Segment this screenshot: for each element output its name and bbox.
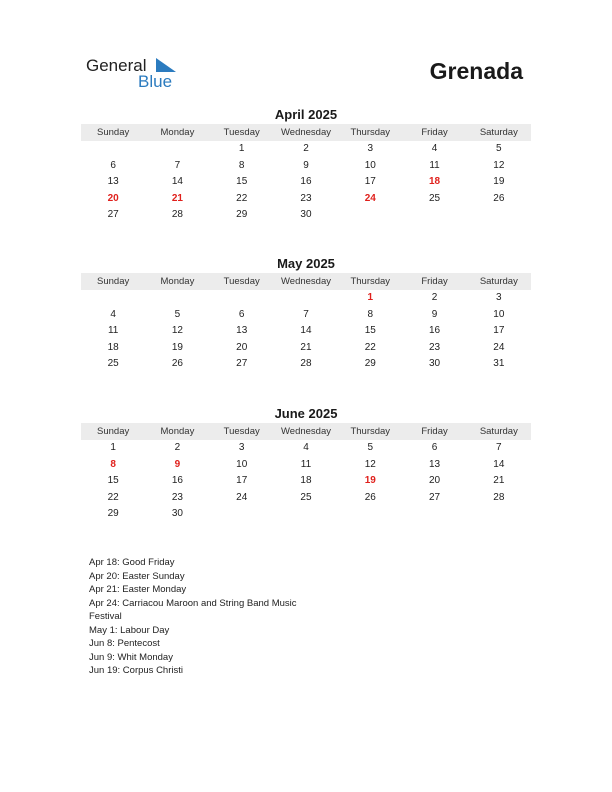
day-cell: 6 [238, 308, 245, 320]
weekday-label: Monday [160, 426, 195, 437]
day-cell: 3 [496, 292, 502, 303]
day-cell: 2 [174, 442, 181, 453]
empty-cell [145, 290, 209, 307]
month-may [81, 256, 531, 373]
weekday-label: Friday [421, 426, 448, 437]
day-cell: 22 [236, 192, 248, 204]
day-cell: 5 [367, 442, 374, 453]
weekday-label: Tuesday [223, 276, 260, 287]
day-cell: 15 [364, 325, 376, 337]
day-grid [81, 141, 531, 224]
day-cell: 16 [300, 176, 312, 188]
weekday-label: Friday [421, 276, 448, 287]
empty-cell [274, 290, 338, 307]
day-cell: 16 [171, 475, 183, 487]
day-cell: 7 [496, 442, 502, 453]
empty-cell [81, 290, 145, 307]
day-grid [81, 440, 531, 523]
day-cell: 9 [174, 458, 181, 470]
day-cell: 21 [300, 341, 312, 353]
day-cell: 27 [428, 491, 441, 503]
day-cell: 21 [171, 192, 183, 204]
day-cell: 19 [171, 341, 183, 353]
weekday-label: Saturday [479, 127, 518, 138]
day-cell: 29 [364, 358, 376, 370]
holiday-note: Apr 20: Easter Sunday [89, 570, 185, 582]
day-cell: 14 [171, 176, 183, 188]
empty-cell [402, 207, 466, 224]
weekday-label: Monday [160, 276, 195, 287]
month-title: April 2025 [274, 107, 338, 122]
day-cell: 12 [364, 458, 376, 470]
day-cell: 26 [171, 358, 183, 370]
day-cell: 5 [496, 143, 502, 154]
holiday-note: Jun 19: Corpus Christi [89, 665, 183, 676]
brand-logo [86, 56, 186, 92]
day-cell: 19 [364, 475, 376, 487]
day-cell: 10 [493, 308, 505, 320]
weekday-label: Thursday [350, 276, 391, 287]
holiday-note: May 1: Labour Day [89, 624, 170, 636]
day-cell: 18 [428, 176, 441, 188]
weekday-label: Saturday [479, 426, 518, 437]
day-cell: 29 [236, 209, 248, 221]
day-cell: 4 [303, 442, 309, 453]
day-cell: 11 [429, 159, 440, 171]
weekday-label: Tuesday [223, 426, 260, 437]
day-cell: 24 [364, 192, 376, 204]
day-cell: 4 [110, 308, 116, 320]
day-cell: 1 [238, 143, 245, 154]
day-cell: 1 [110, 442, 116, 453]
weekday-label: Saturday [479, 276, 518, 287]
month-june [81, 406, 531, 523]
day-cell: 30 [428, 358, 441, 370]
day-cell: 8 [367, 308, 374, 320]
day-cell: 3 [367, 143, 374, 154]
day-cell: 1 [367, 292, 374, 303]
day-cell: 23 [171, 491, 183, 503]
day-cell: 6 [431, 442, 438, 453]
day-cell: 13 [428, 458, 441, 470]
day-cell: 23 [428, 341, 441, 353]
day-cell: 18 [300, 475, 312, 487]
day-cell: 17 [364, 176, 376, 188]
weekday-label: Monday [160, 127, 195, 138]
day-cell: 19 [493, 176, 505, 188]
weekday-label: Sunday [97, 426, 130, 437]
holiday-note: Jun 8: Pentecost [89, 638, 160, 649]
day-cell: 24 [493, 341, 505, 353]
day-cell: 20 [236, 341, 248, 353]
day-cell: 2 [303, 143, 309, 154]
day-cell: 27 [236, 358, 248, 370]
day-cell: 17 [236, 475, 248, 487]
empty-cell [467, 506, 531, 523]
day-cell: 10 [364, 159, 376, 171]
day-cell: 11 [107, 325, 119, 337]
holiday-note: Apr 24: Carriacou Maroon and String Band Music [89, 597, 297, 609]
empty-cell [274, 506, 338, 523]
day-grid [81, 290, 531, 373]
day-cell: 25 [300, 491, 312, 503]
day-cell: 26 [364, 491, 376, 503]
day-cell: 31 [493, 358, 505, 370]
day-cell: 24 [236, 491, 248, 503]
empty-cell [210, 290, 274, 307]
day-cell: 15 [236, 176, 248, 188]
day-cell: 20 [107, 192, 119, 204]
day-cell: 3 [238, 442, 245, 453]
day-cell: 22 [107, 491, 119, 503]
day-cell: 14 [300, 325, 312, 337]
day-cell: 21 [493, 475, 505, 487]
day-cell: 28 [171, 209, 183, 221]
day-cell: 6 [110, 159, 116, 171]
day-cell: 25 [107, 358, 119, 370]
logo-text-general: General [86, 56, 147, 75]
day-cell: 13 [236, 325, 248, 337]
weekday-label: Friday [421, 127, 448, 138]
day-cell: 25 [428, 192, 441, 204]
weekday-label: Tuesday [223, 127, 260, 138]
weekday-header [81, 273, 531, 290]
day-cell: 7 [174, 159, 181, 171]
weekday-label: Wednesday [280, 426, 331, 437]
empty-cell [467, 207, 531, 224]
logo-triangle-icon [156, 58, 176, 72]
day-cell: 14 [493, 458, 505, 470]
weekday-label: Sunday [97, 127, 130, 138]
day-cell: 28 [493, 491, 505, 503]
day-cell: 7 [303, 308, 309, 320]
day-cell: 30 [171, 508, 183, 520]
weekday-label: Wednesday [280, 127, 331, 138]
holiday-note: Apr 18: Good Friday [89, 557, 175, 568]
month-april [81, 107, 531, 224]
day-cell: 28 [300, 358, 312, 370]
day-cell: 26 [493, 192, 505, 204]
day-cell: 10 [236, 458, 248, 470]
day-cell: 27 [107, 209, 119, 221]
empty-cell [402, 506, 466, 523]
day-cell: 2 [431, 292, 438, 303]
day-cell: 9 [431, 308, 438, 320]
day-cell: 18 [107, 341, 119, 353]
month-title: June 2025 [274, 406, 338, 421]
empty-cell [81, 141, 145, 158]
day-cell: 8 [238, 159, 245, 171]
logo-text-blue: Blue [138, 72, 173, 91]
day-cell: 4 [431, 143, 438, 154]
day-cell: 11 [300, 458, 312, 470]
empty-cell [338, 207, 402, 224]
day-cell: 20 [428, 475, 441, 487]
day-cell: 23 [300, 192, 312, 204]
holiday-notes [89, 556, 339, 678]
empty-cell [210, 506, 274, 523]
day-cell: 15 [107, 475, 119, 487]
holiday-note: Festival [89, 611, 122, 622]
weekday-header [81, 124, 531, 141]
day-cell: 8 [110, 458, 116, 470]
day-cell: 30 [300, 209, 312, 221]
day-cell: 29 [107, 508, 119, 520]
day-cell: 13 [107, 176, 119, 188]
day-cell: 22 [364, 341, 376, 353]
empty-cell [338, 506, 402, 523]
weekday-label: Sunday [97, 276, 130, 287]
day-cell: 17 [493, 325, 505, 337]
day-cell: 12 [171, 325, 183, 337]
weekday-label: Thursday [350, 127, 391, 138]
weekday-label: Thursday [350, 426, 391, 437]
weekday-header [81, 423, 531, 440]
holiday-note: Apr 21: Easter Monday [89, 584, 187, 595]
day-cell: 12 [493, 159, 505, 171]
day-cell: 16 [428, 325, 441, 337]
weekday-label: Wednesday [280, 276, 331, 287]
day-cell: 9 [303, 159, 309, 171]
holiday-note: Jun 9: Whit Monday [89, 651, 173, 663]
empty-cell [145, 141, 209, 158]
month-title: May 2025 [277, 256, 335, 271]
day-cell: 5 [174, 308, 181, 320]
country-title: Grenada [429, 58, 523, 84]
